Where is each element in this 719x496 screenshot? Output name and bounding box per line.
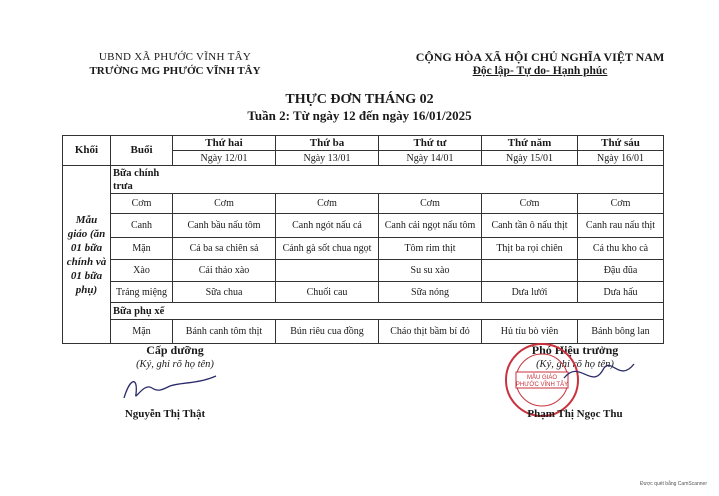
- cook-name: Nguyễn Thị Thật: [124, 408, 206, 420]
- vice-principal-note: (Ký, ghi rõ họ tên): [536, 359, 614, 370]
- school-name: TRƯỜNG MG PHƯỚC VĨNH TÂY: [89, 65, 261, 77]
- menu-cell: Cơm: [379, 194, 482, 214]
- buoi-label: Mặn: [111, 238, 173, 260]
- menu-cell: Dưa lưới: [482, 282, 578, 303]
- menu-cell: Cải thảo xào: [173, 260, 276, 282]
- day-name: Thứ ba: [276, 136, 379, 151]
- day-date: Ngày 12/01: [173, 151, 276, 166]
- menu-cell: Thịt ba rọi chiên: [482, 238, 578, 260]
- motto: Độc lập- Tự do- Hạnh phúc: [472, 65, 608, 77]
- day-date: Ngày 16/01: [578, 151, 664, 166]
- menu-cell: Canh tần ô nấu thịt: [482, 214, 578, 238]
- vice-principal-name: Phạm Thị Ngọc Thu: [527, 408, 623, 420]
- header-buoi: Buổi: [111, 136, 173, 166]
- header-left: [55, 50, 295, 78]
- buoi-label: Tráng miệng: [111, 282, 173, 303]
- page-subtitle: Tuần 2: Từ ngày 12 đến ngày 16/01/2025: [247, 108, 472, 123]
- menu-cell: Canh cải ngọt nấu tôm: [379, 214, 482, 238]
- menu-cell: Hủ tíu bò viên: [482, 320, 578, 344]
- day-date: Ngày 15/01: [482, 151, 578, 166]
- menu-cell: Đậu đũa: [578, 260, 664, 282]
- menu-cell: Cơm: [578, 194, 664, 214]
- header-khoi: Khối: [63, 136, 111, 166]
- stamp-text: MẪU GIÁO PHƯỚC VĨNH TÂY: [515, 375, 569, 388]
- menu-cell: Canh ngót nấu cá: [276, 214, 379, 238]
- menu-cell: Cánh gà sốt chua ngọt: [276, 238, 379, 260]
- menu-cell: Chuối cau: [276, 282, 379, 303]
- menu-cell: Cá thu kho cà: [578, 238, 664, 260]
- menu-cell: Cá ba sa chiên sả: [173, 238, 276, 260]
- day-date: Ngày 13/01: [276, 151, 379, 166]
- menu-cell: Sữa chua: [173, 282, 276, 303]
- buoi-label: Cơm: [111, 194, 173, 214]
- menu-cell: Canh rau nấu thịt: [578, 214, 664, 238]
- menu-cell: Cơm: [276, 194, 379, 214]
- khoi-label: Mẫu giáo (ăn 01 bữa chính và 01 bữa phụ): [63, 166, 111, 344]
- menu-table: [62, 135, 664, 344]
- buoi-label: Mặn: [111, 320, 173, 344]
- menu-cell: Dưa hấu: [578, 282, 664, 303]
- menu-cell: Bún riêu cua đồng: [276, 320, 379, 344]
- cook-signature: [112, 368, 222, 408]
- menu-cell: Bánh bông lan: [578, 320, 664, 344]
- menu-cell: Su su xào: [379, 260, 482, 282]
- school-stamp: [500, 338, 640, 418]
- main-meal-text: Bữa chính trưa: [113, 167, 160, 192]
- menu-cell: Canh bầu nấu tôm: [173, 214, 276, 238]
- menu-cell: Cơm: [173, 194, 276, 214]
- scanner-footer: Được quét bằng CamScanner: [640, 481, 707, 487]
- menu-cell: Bánh canh tôm thịt: [173, 320, 276, 344]
- cook-title: Cấp dưỡng: [146, 343, 204, 357]
- header-right: [395, 50, 685, 78]
- cook-note: (Ký, ghi rõ họ tên): [136, 359, 214, 370]
- day-name: Thứ sáu: [578, 136, 664, 151]
- menu-cell: Sữa nóng: [379, 282, 482, 303]
- buoi-label: Canh: [111, 214, 173, 238]
- day-name: Thứ hai: [173, 136, 276, 151]
- menu-cell: Tôm rim thịt: [379, 238, 482, 260]
- menu-cell: [276, 260, 379, 282]
- buoi-label: Xào: [111, 260, 173, 282]
- vice-principal-title: Phó Hiệu trưởng: [531, 343, 619, 357]
- main-meal-label: [111, 166, 664, 194]
- agency-name: UBND XÃ PHƯỚC VĨNH TÂY: [98, 51, 252, 63]
- page-title: THỰC ĐƠN THÁNG 02: [285, 92, 434, 107]
- menu-cell: Cháo thịt bầm bí đỏ: [379, 320, 482, 344]
- nation-name: CỘNG HÒA XÃ HỘI CHỦ NGHĨA VIỆT NAM: [415, 50, 665, 64]
- snack-label: Bữa phụ xế: [111, 303, 664, 320]
- menu-cell: [482, 260, 578, 282]
- day-name: Thứ năm: [482, 136, 578, 151]
- day-date: Ngày 14/01: [379, 151, 482, 166]
- menu-cell: Cơm: [482, 194, 578, 214]
- day-name: Thứ tư: [379, 136, 482, 151]
